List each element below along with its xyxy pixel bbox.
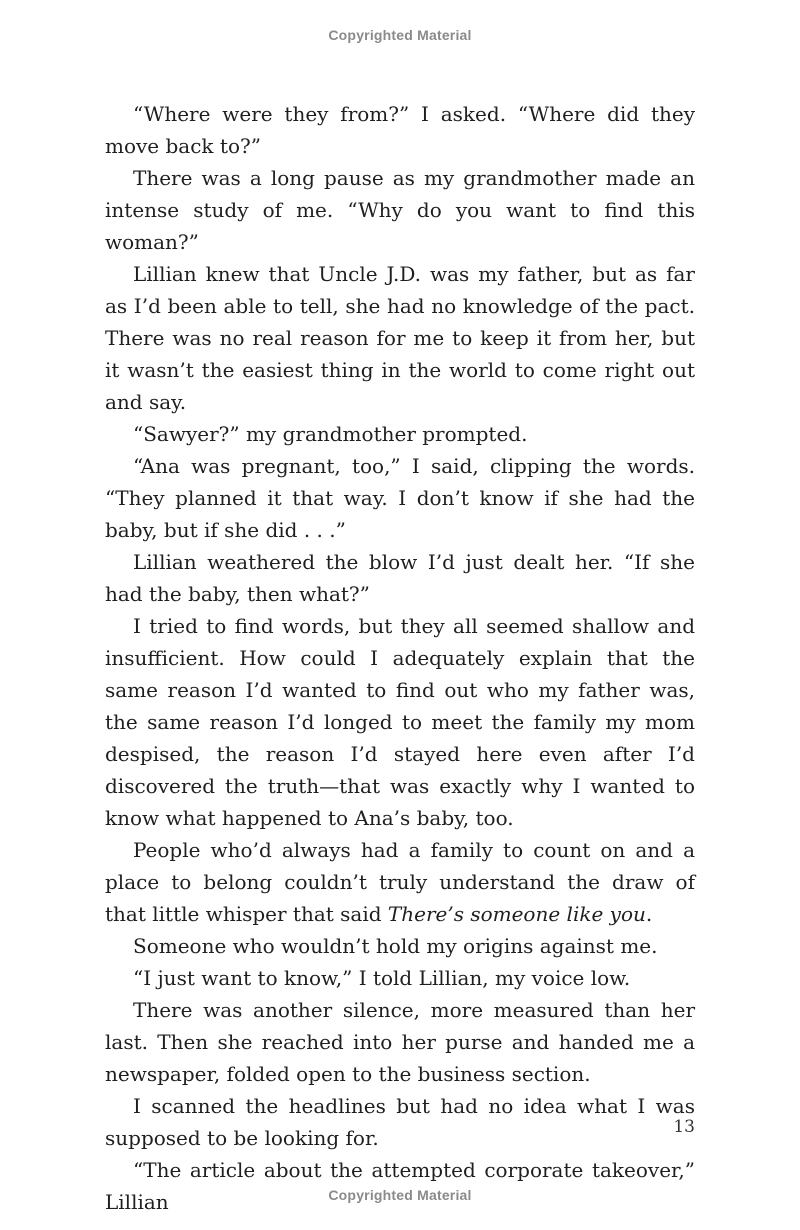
paragraph-text: .: [645, 902, 653, 926]
paragraph: There was a long pause as my grandmother made an intense study of me. “Why do you want to find this woman?”: [105, 166, 695, 254]
copyright-watermark-top: Copyrighted Material: [328, 27, 472, 43]
paragraph: I tried to find words, but they all seemed shallow and insufficient. How could I adequately explain that the same reason I’d wanted to find out who my father was, the same reason I’d longed to meet the family my mom despised, the reason I’d stayed here even after I’d discovered the truth—that was exactly why I wanted to know what happened to Ana’s baby, too.: [105, 614, 695, 830]
page-body-text: [105, 98, 695, 1218]
italic-phrase: There’s someone like you: [387, 902, 646, 926]
paragraph: “Sawyer?” my grandmother prompted.: [133, 422, 528, 446]
paragraph: Lillian knew that Uncle J.D. was my father, but as far as I’d been able to tell, she had no knowledge of the pact. There was no real reason for me to keep it from her, but it wasn’t the easiest thing in the world to come right out and say.: [105, 262, 695, 414]
paragraph: “Where were they from?” I asked. “Where did they move back to?”: [105, 102, 695, 158]
paragraph: Lillian weathered the blow I’d just dealt her. “If she had the baby, then what?”: [105, 550, 695, 606]
paragraph: There was another silence, more measured than her last. Then she reached into her purse and handed me a newspaper, folded open to the business section.: [105, 998, 695, 1086]
copyright-watermark-bottom: Copyrighted Material: [328, 1187, 472, 1203]
paragraph: “I just want to know,” I told Lillian, my voice low.: [133, 966, 631, 990]
paragraph-continued: “The article about the attempted corporate takeover,” Lillian: [105, 1158, 695, 1214]
paragraph-text: People who’d always had a family to count on and a place to belong couldn’t truly understand the draw of that little whisper that said: [105, 838, 695, 926]
paragraph: I scanned the headlines but had no idea what I was supposed to be looking for.: [105, 1094, 695, 1150]
paragraph: “Ana was pregnant, too,” I said, clipping the words. “They planned it that way. I don’t know if she had the baby, but if she did . . .”: [105, 454, 695, 542]
paragraph-with-italic: [105, 834, 695, 930]
page-number: 13: [673, 1117, 695, 1137]
paragraph: Someone who wouldn’t hold my origins against me.: [133, 934, 658, 958]
